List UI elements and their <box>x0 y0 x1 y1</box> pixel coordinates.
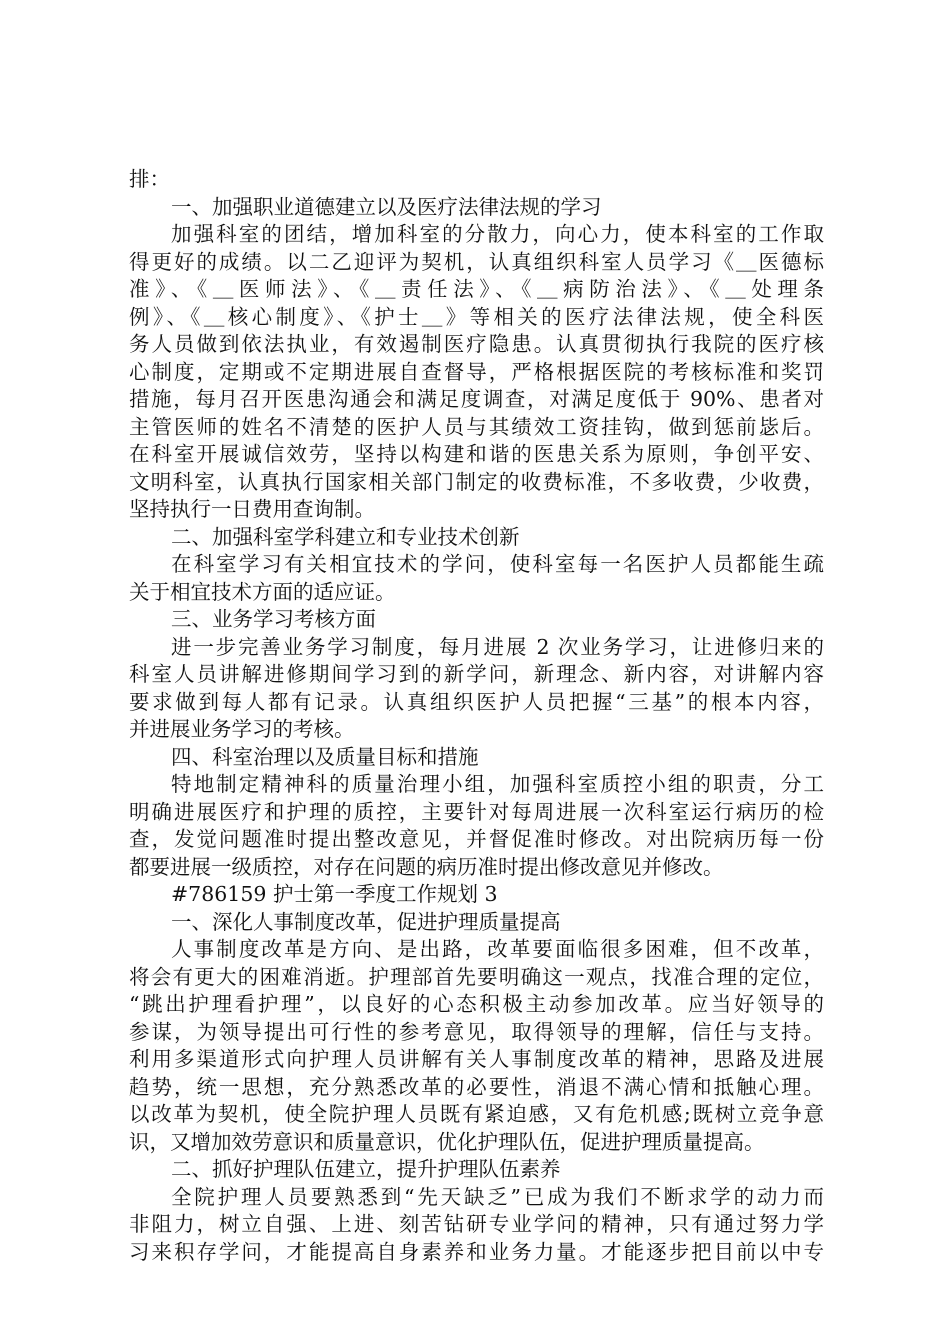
text-line: 文明科室，认真执行国家相关部门制定的收费标准，不多收费，少收费， <box>129 469 824 494</box>
text-line: 习来积存学问，才能提高自身素养和业务力量。才能逐步把目前以中专 <box>129 1239 824 1264</box>
text-line: 都要进展一级质控，对存在问题的病历准时提出修改意见并修改。 <box>129 854 724 879</box>
text-line: 特地制定精神科的质量治理小组，加强科室质控小组的职责，分工 <box>171 772 824 796</box>
text-line: 明确进展医疗和护理的质控，主要针对每周进展一次科室运行病历的检 <box>129 799 824 824</box>
text-line: 进一步完善业务学习制度，每月进展 2 次业务学习，让进修归来的 <box>171 634 824 659</box>
text-line: 要求做到每人都有记录。认真组织医护人员把握“三基”的根本内容， <box>129 689 824 714</box>
text-line: 务人员做到依法执业，有效遏制医疗隐患。认真贯彻执行我院的医疗核 <box>129 332 824 356</box>
section-heading: 三、业务学习考核方面 <box>171 607 376 631</box>
section-heading: #786159 护士第一季度工作规划 3 <box>171 882 498 906</box>
text-line: 非阻力，树立自强、上进、刻苦钻研专业学问的精神，只有通过努力学 <box>129 1212 824 1236</box>
text-line: 心制度，定期或不定期进展自查督导，严格根据医院的考核标准和奖罚 <box>129 359 824 384</box>
text-line: 得更好的成绩。以二乙迎评为契机，认真组织科室人员学习《＿医德标 <box>129 249 824 274</box>
text-line: 查，发觉问题准时提出整改意见，并督促准时修改。对出院病历每一份 <box>129 827 824 851</box>
text-line: 全院护理人员要熟悉到“先天缺乏”已成为我们不断求学的动力而 <box>171 1184 824 1209</box>
text-line: 排： <box>129 167 170 191</box>
text-line: 例》、《＿核心制度》、《护士＿》等相关的医疗法律法规，使全科医 <box>129 304 824 329</box>
text-line: 加强科室的团结，增加科室的分散力，向心力，使本科室的工作取 <box>171 222 824 246</box>
text-line: 坚持执行一日费用查询制。 <box>129 497 375 521</box>
text-line: 在科室开展诚信效劳，坚持以构建和谐的医患关系为原则，争创平安、 <box>129 442 824 466</box>
section-heading: 二、抓好护理队伍建立，提升护理队伍素养 <box>171 1157 561 1181</box>
section-heading: 四、科室治理以及质量目标和措施 <box>171 744 479 769</box>
text-line: 关于相宜技术方面的适应证。 <box>129 579 396 604</box>
text-line: “跳出护理看护理”，以良好的心态积极主动参加改革。应当好领导的 <box>129 992 824 1016</box>
text-line: 识，又增加效劳意识和质量意识，优化护理队伍，促进护理质量提高。 <box>129 1129 765 1154</box>
section-heading: 一、加强职业道德建立以及医疗法律法规的学习 <box>171 194 602 219</box>
document-page <box>129 166 824 1266</box>
text-line: 利用多渠道形式向护理人员讲解有关人事制度改革的精神，思路及进展 <box>129 1047 824 1071</box>
text-line: 在科室学习有关相宜技术的学问，使科室每一名医护人员都能生疏 <box>171 552 824 576</box>
text-line: 主管医师的姓名不清楚的医护人员与其绩效工资挂钩，做到惩前毖后。 <box>129 414 824 439</box>
text-line: 趋势，统一思想，充分熟悉改革的必要性，消退不满心情和抵触心理。 <box>129 1074 824 1099</box>
section-heading: 二、加强科室学科建立和专业技术创新 <box>171 524 520 549</box>
text-line: 准》、《＿医师法》、《＿责任法》、《＿病防治法》、《＿处理条 <box>129 277 824 301</box>
text-line: 将会有更大的困难消逝。护理部首先要明确这一观点，找准合理的定位， <box>129 964 824 989</box>
text-line: 并进展业务学习的考核。 <box>129 717 355 741</box>
text-line: 人事制度改革是方向、是出路，改革要面临很多困难，但不改革， <box>171 937 824 961</box>
text-line: 以改革为契机，使全院护理人员既有紧迫感，又有危机感;既树立竞争意 <box>129 1102 824 1126</box>
text-line: 措施，每月召开医患沟通会和满足度调查，对满足度低于 90%、患者对 <box>129 387 824 411</box>
text-line: 科室人员讲解进修期间学习到的新学问，新理念、新内容，对讲解内容 <box>129 662 824 686</box>
text-line: 参谋，为领导提出可行性的参考意见，取得领导的理解，信任与支持。 <box>129 1019 824 1044</box>
section-heading: 一、深化人事制度改革，促进护理质量提高 <box>171 909 561 934</box>
